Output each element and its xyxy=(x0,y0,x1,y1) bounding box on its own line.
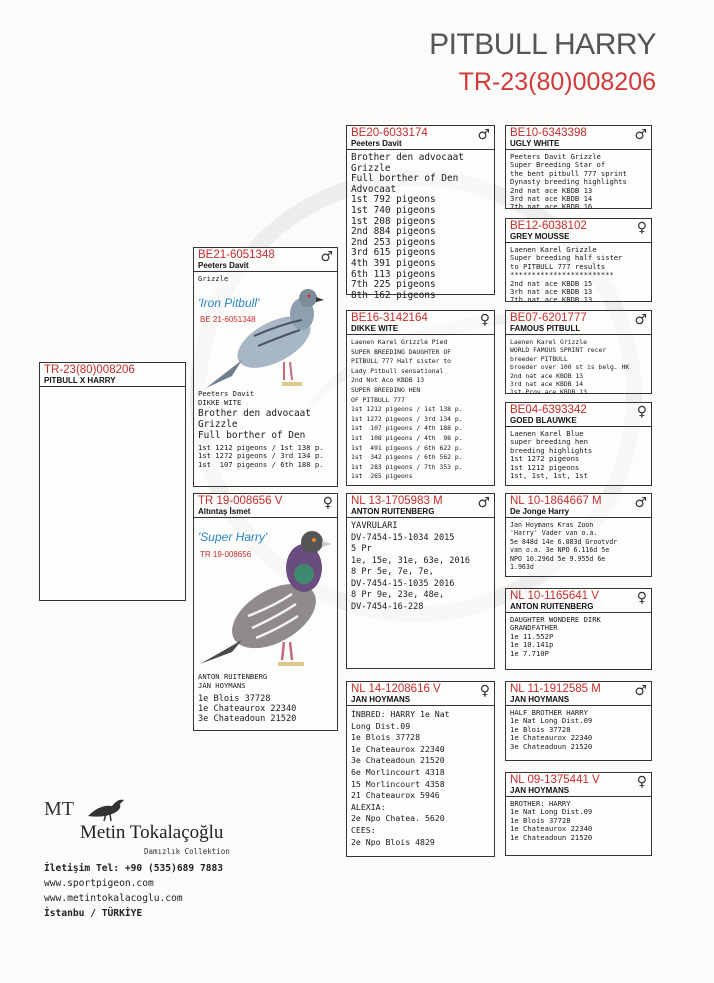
card-details: İNBRED: HARRY 1e Nat Long Dist.09 1e Blois 37728 1e Chateaurox 22340 3e Chateadoun 21520 6e Morlincourt 4318 15 Morlincourt 4358 21 Chateaurox 5946 ALEXIA: 2e Npo Chatea. 5620 CEES: 2e Npo Blois 4829 xyxy=(351,709,450,847)
pedigree-card-ggp-6 xyxy=(505,588,652,670)
pedigree-card-ggp-8 xyxy=(505,772,652,856)
female-symbol-icon: ♀ xyxy=(636,774,647,790)
card-ring: BE12-6038102 xyxy=(510,220,587,232)
card-owner: JAN HOYMANS xyxy=(510,695,570,704)
card-owner: GREY MOUSSE xyxy=(510,232,570,241)
pedigree-card-ggp-4 xyxy=(505,402,652,486)
page-title: PITBULL HARRY xyxy=(429,28,656,61)
contact-phone: İletişim Tel: +90 (535)689 7883 xyxy=(44,863,224,874)
female-symbol-icon: ♀ xyxy=(322,495,333,511)
sire-results: 1st 1212 pigeons / 1st 138 p. 1st 1272 pigeons / 3rd 134 p. 1st 107 pigeons / 6th 188 p. xyxy=(198,443,324,469)
card-header xyxy=(506,126,651,150)
pedigree-card-ggp-5 xyxy=(505,493,652,577)
card-owner: De Jonge Harry xyxy=(510,507,570,516)
card-details: DAUGHTER WONDERE DIRK GRANDFATHER 1e 11.552P 1e 10.141p 1e 7.710P xyxy=(510,615,601,658)
card-owner: DIKKE WITE xyxy=(351,324,399,333)
card-owner: Peeters Davit xyxy=(351,139,402,148)
card-header xyxy=(347,494,494,518)
pedigree-card-gp-3 xyxy=(346,493,495,669)
card-header xyxy=(506,682,651,706)
pedigree-card-gp-1 xyxy=(346,125,495,301)
sire-line-2: DIKKE WITE xyxy=(198,398,242,407)
card-details: YAVRULARI DV-7454-15-1034 2015 5 Pr 1e, 15e, 31e, 63e, 2016 8 Pr 5e, 7e, 7e, DV-7454-15-1035 2016 8 Pr 9e, 23e, 48e, DV-7454-16-228 xyxy=(351,521,470,612)
subject-ring: TR-23(80)008206 xyxy=(44,364,135,376)
dam-header xyxy=(194,494,337,518)
female-symbol-icon: ♀ xyxy=(479,683,490,699)
dam-results: 1e Blois 37728 1e Chateaurox 22340 3e Chateadoun 21520 xyxy=(198,694,297,725)
dam-card xyxy=(193,493,338,731)
card-ring: NL 09-1375441 V xyxy=(510,774,600,786)
card-details: Peeters Davit Grizzle Super Breeding Star of the bent pitbull 777 sprint Dynasty breeding highlights 2nd nat ace KBDB 13 3rd nat ace KBDB 14 7th nat ace KBDB 16 xyxy=(510,152,627,212)
dam-line-1: ANTON RUITENBERG xyxy=(198,672,268,681)
sire-owner: Peeters Davit xyxy=(198,261,249,270)
card-ring: NL 11-1912585 M xyxy=(510,683,601,695)
sire-color: Grizzle xyxy=(198,274,229,283)
pedigree-card-ggp-7 xyxy=(505,681,652,761)
card-ring: NL 13-1705983 M xyxy=(351,495,443,507)
sire-card xyxy=(193,247,338,487)
pedigree-card-ggp-1 xyxy=(505,125,652,212)
card-owner: JAN HOYMANS xyxy=(351,695,411,704)
logo-mark: MT xyxy=(44,798,74,820)
pigeon-logo-icon xyxy=(86,794,128,822)
dam-photo-name: 'Super Harry' xyxy=(198,530,268,544)
female-symbol-icon: ♀ xyxy=(479,312,490,328)
website-link-1[interactable]: www.sportpigeon.com xyxy=(44,878,154,889)
dam-photo-ring: TR 19-008656 xyxy=(200,550,252,559)
male-symbol-icon: ♂ xyxy=(634,495,647,511)
pigeon-photo-icon xyxy=(198,524,336,676)
female-symbol-icon: ♀ xyxy=(636,220,647,236)
card-header xyxy=(347,311,494,335)
dam-line-2: JAN HOYMANS xyxy=(198,681,246,690)
sire-photo-ring: BE 21-6051348 xyxy=(200,315,256,324)
pedigree-card-gp-2 xyxy=(346,310,495,486)
sire-photo-name: 'Iron Pitbull' xyxy=(198,296,260,310)
dam-owner: Altıntaş İsmet xyxy=(198,507,251,516)
pigeon-photo-icon xyxy=(202,280,332,392)
card-header xyxy=(506,773,651,797)
male-symbol-icon: ♂ xyxy=(634,127,647,143)
card-header xyxy=(347,682,494,706)
card-owner: GOED BLAUWKE xyxy=(510,416,577,425)
male-symbol-icon: ♂ xyxy=(477,127,490,143)
card-ring: NL 10-1165641 V xyxy=(510,590,599,602)
logo-name: Metin Tokalaçoğlu xyxy=(80,822,224,843)
card-header xyxy=(506,311,651,335)
pedigree-card-gp-4 xyxy=(346,681,495,857)
card-details: Laenen Karel Blue super breeding hen breeding highlights 1st 1272 pigeons 1st 1212 pigeons 1st, 1st, 1st, 1st xyxy=(510,429,593,481)
card-details: Laenen Karel Grizzle WORLD FAMOUS SPRINT recer breeder PITBULL broeder over 100 st is belg. HK 2nd nat ace KBDB 13 3rd nat ace KBDB 14 1st Prov ace KBDB 13 xyxy=(510,338,630,397)
city-country: İstanbu / TÜRKİYE xyxy=(44,908,143,919)
card-ring: NL 10-1864667 M xyxy=(510,495,602,507)
card-owner: JAN HOYMANS xyxy=(510,786,570,795)
card-owner: ANTON RUITENBERG xyxy=(351,507,435,516)
card-details: BROTHER: HARRY 1e Nat Long Dist.09 1e Blois 37728 1e Chateaurox 22340 1e Chateadoun 21520 xyxy=(510,799,593,842)
card-details: Brother den advocaat Grizzle Full borther of Den Advocaat 1st 792 pigeons 1st 740 pigeons 1st 208 pigeons 2nd 884 pigeons 2nd 253 pigeons 3rd 615 pigeons 4th 391 pigeons 6th 113 pigeons 7th 225 pigeons 8th 162 pigeons xyxy=(351,152,464,301)
card-ring: BE20-6033174 xyxy=(351,127,428,139)
card-header xyxy=(506,589,651,613)
card-header xyxy=(506,494,651,518)
subject-header xyxy=(40,363,185,387)
female-symbol-icon: ♀ xyxy=(636,590,647,606)
card-details: HALF BROTHER HARRY 1e Nat Long Dist.09 1e Blois 37728 1e Chateaurox 22340 3e Chateadoun 21520 xyxy=(510,708,593,751)
page-ring-number: TR-23(80)008206 xyxy=(458,68,656,96)
card-details: Jan Hoymans Kras Zoon 'Harry' Vader van o.a. 5e 848d 14e 6.883d Grootvdr van o.a. 3e NPO 6.116d 5e NPO 10.296d 5e 9.955d 6e 1.963d xyxy=(510,521,618,572)
pedigree-card-ggp-3 xyxy=(505,310,652,397)
male-symbol-icon: ♂ xyxy=(634,312,647,328)
sire-ring: BE21-6051348 xyxy=(198,249,275,261)
card-ring: BE10-6343398 xyxy=(510,127,587,139)
card-header xyxy=(506,219,651,243)
sire-notes: Brother den advocaat Grizzle Full borther of Den xyxy=(198,408,311,441)
card-ring: BE04-6393342 xyxy=(510,404,587,416)
card-ring: BE16-3142164 xyxy=(351,312,428,324)
card-header xyxy=(347,126,494,150)
male-symbol-icon: ♂ xyxy=(634,683,647,699)
website-link-2[interactable]: www.metintokalacoglu.com xyxy=(44,893,183,904)
sire-line-1: Peeters Davit xyxy=(198,389,255,398)
sire-header xyxy=(194,248,337,272)
pedigree-card-ggp-2 xyxy=(505,218,652,305)
card-owner: ANTON RUITENBERG xyxy=(510,602,594,611)
card-ring: BE07-6201777 xyxy=(510,312,587,324)
card-owner: UGLY WHITE xyxy=(510,139,560,148)
subject-name: PITBULL X HARRY xyxy=(44,376,116,385)
card-ring: NL 14-1208616 V xyxy=(351,683,441,695)
card-header xyxy=(506,403,651,427)
male-symbol-icon: ♂ xyxy=(320,249,333,265)
subject-card xyxy=(39,362,186,601)
female-symbol-icon: ♀ xyxy=(636,404,647,420)
card-owner: FAMOUS PITBULL xyxy=(510,324,581,333)
dam-ring: TR 19-008656 V xyxy=(198,495,283,507)
logo-subtitle: Damızlık Collektion xyxy=(144,847,230,856)
male-symbol-icon: ♂ xyxy=(477,495,490,511)
card-details: Laenen Karel Grizzle Super breeding half sister to PITBULL 777 results ************************ 2nd nat ace KBDB 15 3rh nat ace KBDB 13 7th nat ace KBDB 13 xyxy=(510,245,623,305)
card-details: Laenen Karel Grizzle Pied SUPER BREEDING DAUGHTER OF PITBULL 777 Half sister to Lady Pitbull sensational 2nd Not Aco KBDB 13 SUPER BREEDING HEN OF PITBULL 777 1st 1212 pigeons / 1st 138 p. 1st 1272 pigeons / 3rd 134 p. 1st 107 pigeons / 4th 188 p. 1st 108 pigeons / 4th 98 p. 1st 491 pigeons / 6th 622 p. 1st 342 pigeons / 6th 562 p. 1st 283 pigeons / 7th 353 p. 1st 265 pigeons xyxy=(351,338,463,481)
